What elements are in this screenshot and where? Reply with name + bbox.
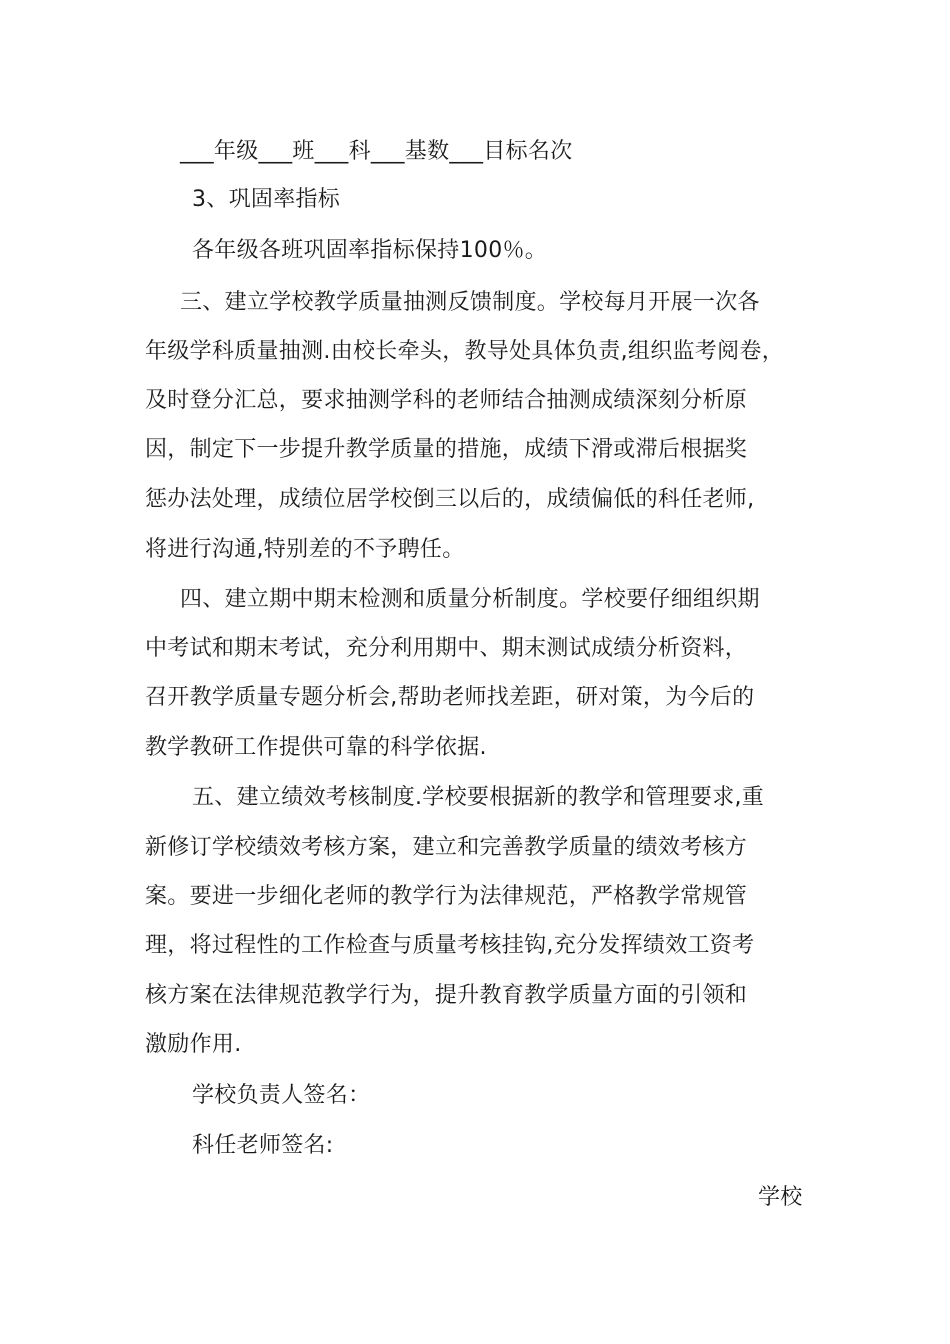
paragraph-3-line-5: 惩办法处理，成绩位居学校倒三以后的，成绩偏低的科任老师, [145,487,755,512]
principal-signature-label: 学校负责人签名： [192,1083,371,1108]
paragraph-4-line-1: 四、建立期中期末检测和质量分析制度。学校要仔细组织期 [180,587,760,612]
target-ranking-blanks: ___年级___班___科___基数___目标名次 [180,139,573,164]
paragraph-3-line-3: 及时登分汇总，要求抽测学科的老师结合抽测成绩深刻分析原 [145,388,748,413]
paragraph-3-line-1: 三、建立学校教学质量抽测反馈制度。学校每月开展一次各 [180,290,760,315]
teacher-signature-label: 科任老师签名: [192,1133,334,1158]
paragraph-4-line-3: 召开教学质量专题分析会,帮助老师找差距，研对策，为今后的 [145,685,755,710]
paragraph-5-line-1: 五、建立绩效考核制度.学校要根据新的教学和管理要求,重 [192,785,765,810]
paragraph-5-line-6: 激励作用. [145,1032,242,1057]
paragraph-4-line-2: 中考试和期末考试，充分利用期中、期末测试成绩分析资料， [145,636,748,661]
section-heading-retention: 3、巩固率指标 [192,187,341,212]
paragraph-3-line-4: 因，制定下一步提升教学质量的措施，成绩下滑或滞后根据奖 [145,437,748,462]
paragraph-5-line-5: 核方案在法律规范教学行为，提升教育教学质量方面的引领和 [145,983,748,1008]
paragraph-5-line-2: 新修订学校绩效考核方案，建立和完善教学质量的绩效考核方 [145,835,748,860]
paragraph-5-line-4: 理，将过程性的工作检查与质量考核挂钩,充分发挥绩效工资考 [145,933,755,958]
school-signature: 学校 [758,1185,803,1210]
paragraph-3-line-2: 年级学科质量抽测.由校长牵头，教导处具体负责,组织监考阅卷， [145,339,784,364]
paragraph-4-line-4: 教学教研工作提供可靠的科学依据. [145,735,487,760]
paragraph-5-line-3: 案。要进一步细化老师的教学行为法律规范，严格教学常规管 [145,884,748,909]
paragraph-3-line-6: 将进行沟通,特别差的不予聘任。 [145,537,465,562]
retention-target-text: 各年级各班巩固率指标保持100％。 [192,238,548,263]
